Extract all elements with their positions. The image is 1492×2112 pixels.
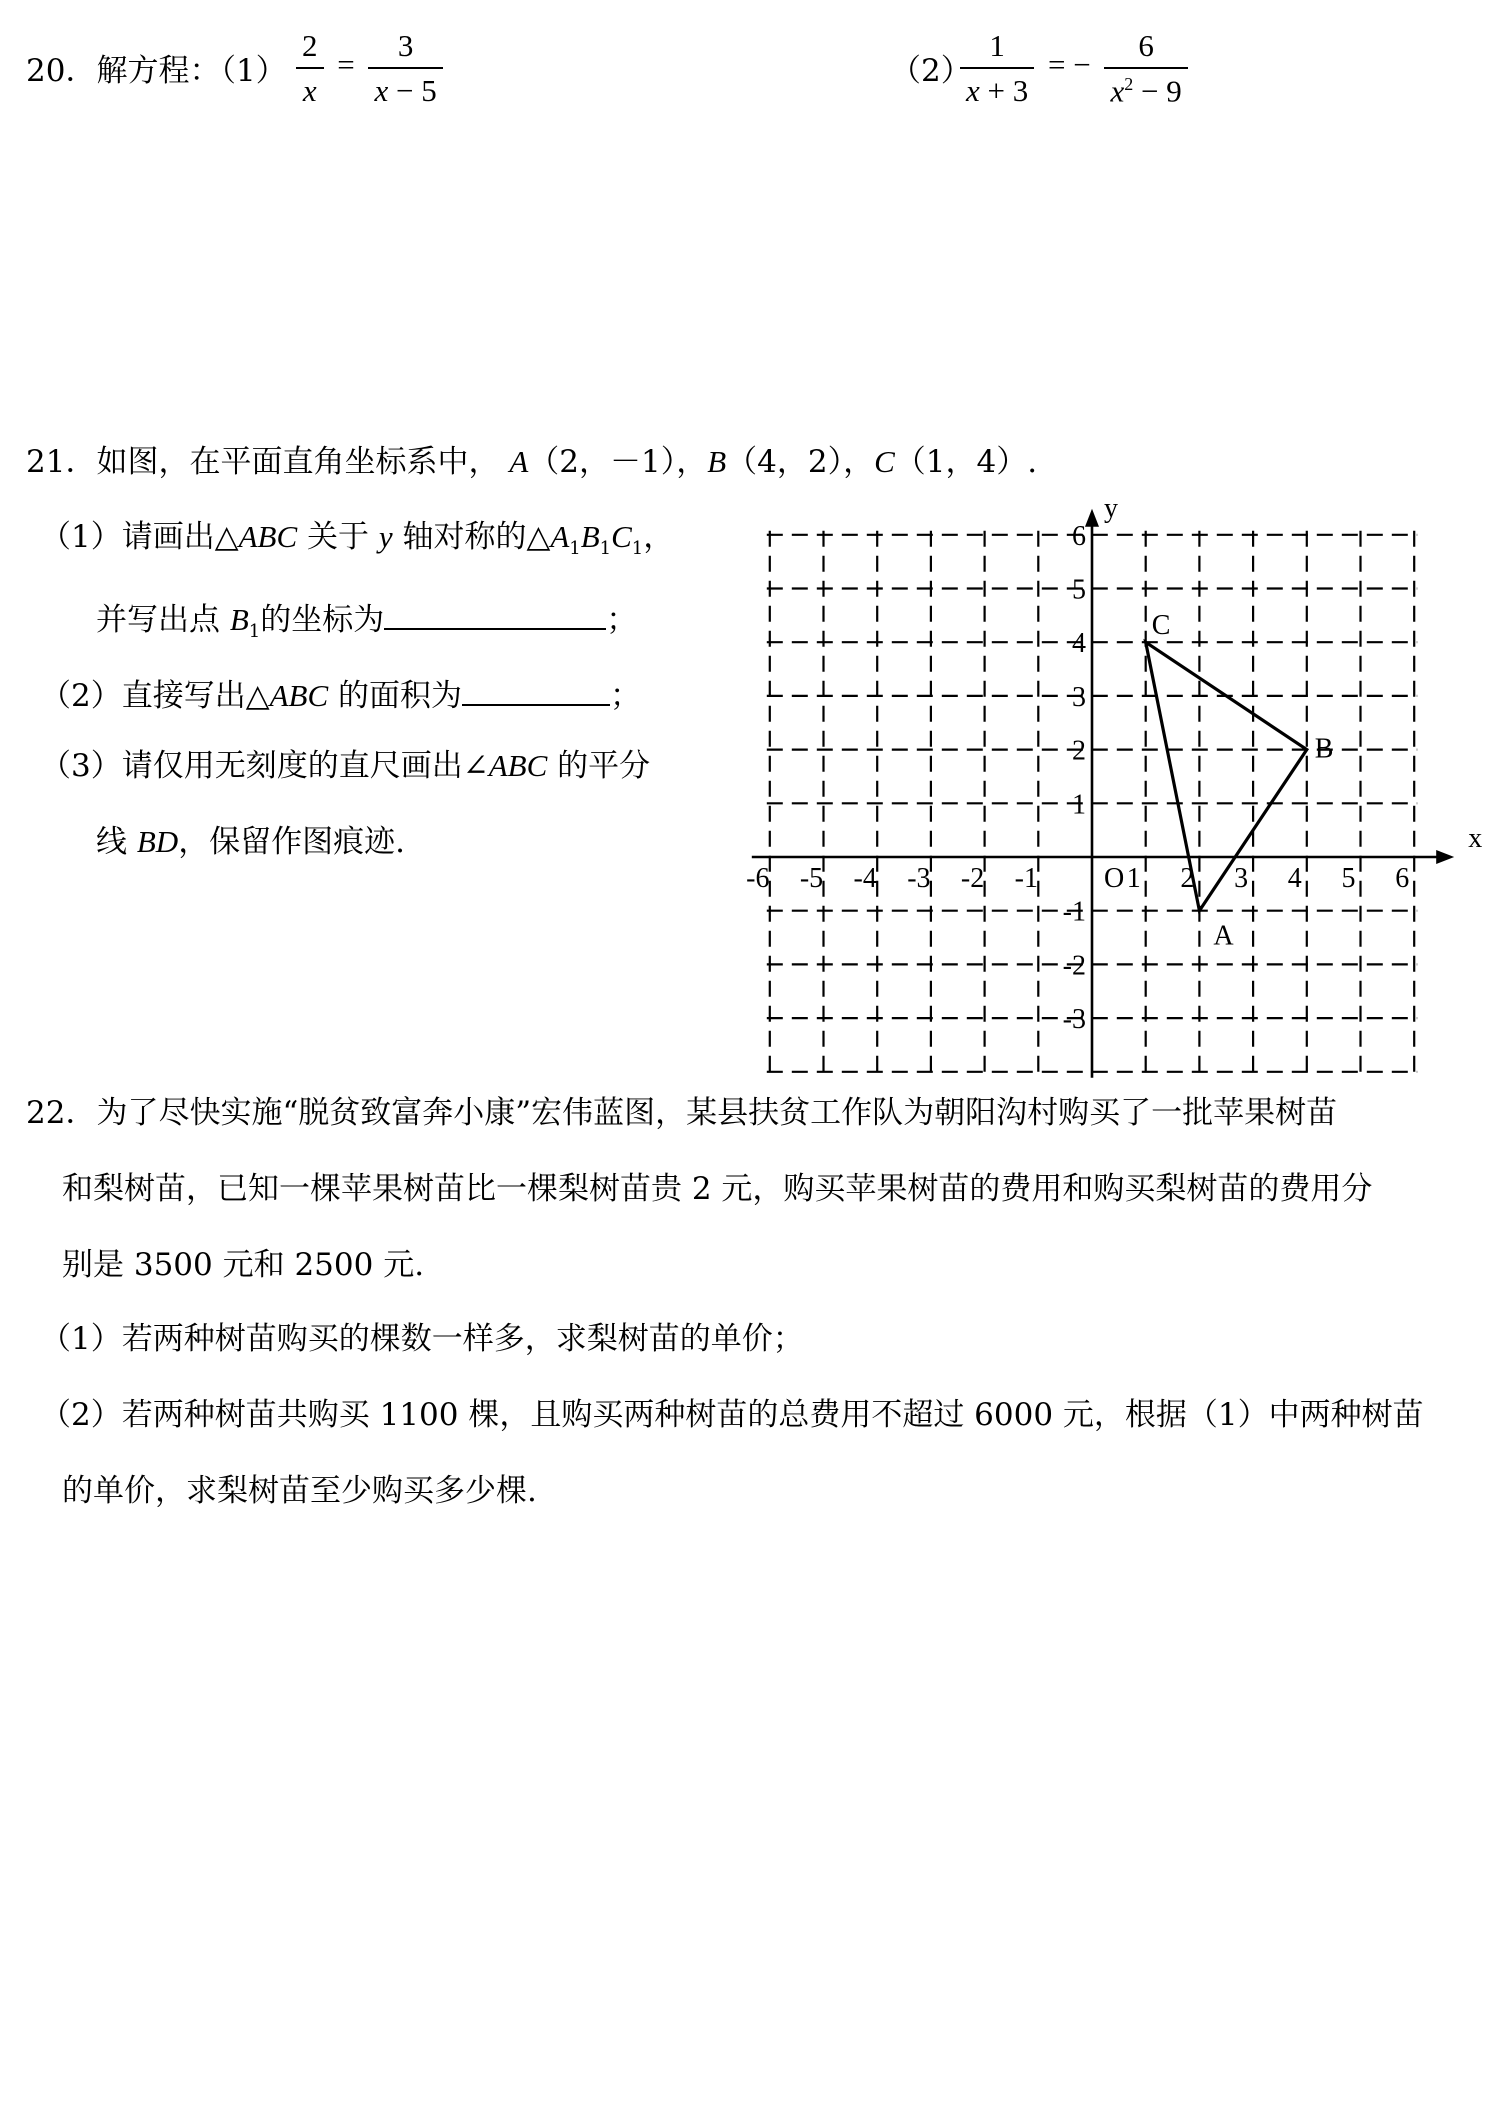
q21-part2: （2）直接写出△ABC 的面积为 ；: [40, 674, 641, 712]
answer-blank-area[interactable]: [462, 674, 610, 706]
x-tick-label: -6: [746, 863, 770, 894]
triangle-abc: [1146, 610, 1334, 952]
fraction-2-over-x: $\frac{2}{x}$: [296, 30, 324, 106]
y-tick-label: -1: [1062, 896, 1086, 928]
y-tick-label: 2: [1072, 735, 1086, 767]
y-axis-label: y: [1104, 492, 1118, 524]
y-tick-label: -2: [1062, 950, 1086, 982]
y-tick-label: 6: [1072, 520, 1086, 552]
x-tick-label: -5: [799, 863, 824, 894]
fraction-3-over-x-minus-5: $\frac{3}{x - 5}$: [368, 30, 442, 106]
q20-equation-1: $\frac{2}{x}$ = $\frac{3}{x - 5}$: [296, 30, 443, 106]
triangle-outline: [1146, 642, 1307, 911]
q22-stem-line1: 22．为了尽快实施“脱贫致富奔小康”宏伟蓝图，某县扶贫工作队为朝阳沟村购买了一批苹果树苗: [26, 1095, 1338, 1131]
q21-stem: 21．如图，在平面直角坐标系中， A（2，－1），B（4，2），C（1，4）.: [26, 444, 1038, 480]
x-tick-label: -2: [960, 863, 985, 894]
q20-part1-label: （1）: [220, 53, 287, 89]
x-tick-label: -1: [1014, 863, 1038, 894]
y-tick-label: 1: [1072, 789, 1086, 821]
x-tick-label: 1: [1126, 863, 1141, 894]
point-label-c: C: [1151, 610, 1171, 642]
x-tick-label: -4: [853, 863, 877, 894]
y-tick-label: 3: [1072, 681, 1086, 713]
q20-equation-2: $\frac{1}{x + 3}$ = − $\frac{6}{x^2 - 9}$: [960, 30, 1188, 106]
coordinate-plane: [740, 490, 1483, 1080]
x-axis-label: x: [1468, 823, 1483, 854]
q22-part2-line1: （2）若两种树苗共购买 1100 棵，且购买两种树苗的总费用不超过 6000 元，根据（1）中两种树苗: [40, 1397, 1424, 1433]
q22-stem-line2: 和梨树苗，已知一棵苹果树苗比一棵梨树苗贵 2 元，购买苹果树苗的费用和购买梨树苗的费用分: [62, 1171, 1373, 1207]
y-tick-label: 4: [1072, 628, 1086, 660]
tick-labels: [746, 521, 1409, 1035]
x-tick-label: 3: [1234, 863, 1249, 894]
x-tick-label: 2: [1180, 863, 1195, 894]
y-tick-label: -3: [1062, 1004, 1086, 1036]
x-tick-label: -3: [907, 863, 931, 894]
q21-part1-line1: （1）请画出△ABC 关于 y 轴对称的$\triangle A_1B_1C_1$，: [40, 519, 675, 560]
q20-stem: 解方程：: [96, 53, 221, 89]
q21-part1-line2: 并写出点 $B_1$的坐标为 ；: [96, 598, 637, 641]
q21-part3-line2: 线 BD，保留作图痕迹.: [96, 824, 406, 860]
q20-number: 20．解方程：（1）: [26, 53, 287, 89]
q22-part1: （1）若两种树苗购买的棵数一样多，求梨树苗的单价；: [40, 1321, 804, 1357]
q22-stem-line3: 别是 3500 元和 2500 元.: [62, 1247, 425, 1283]
q20-part2-label: （2）: [890, 53, 972, 89]
x-tick-label: 5: [1341, 863, 1356, 894]
point-label-a: A: [1213, 920, 1234, 952]
y-tick-label: 5: [1072, 574, 1086, 606]
x-axis-arrow: [1436, 850, 1454, 864]
fraction-1-over-x-plus-3: $\frac{1}{x + 3}$: [960, 30, 1034, 106]
y-axis-arrow: [1085, 509, 1099, 527]
axes: [752, 493, 1482, 1078]
q22-part2-line2: 的单价，求梨树苗至少购买多少棵.: [62, 1473, 537, 1509]
q21-part3-line1: （3）请仅用无刻度的直尺画出∠ABC 的平分: [40, 748, 651, 784]
point-label-b: B: [1314, 733, 1334, 765]
x-tick-label: 4: [1287, 863, 1302, 894]
origin-label: O: [1104, 863, 1125, 894]
x-tick-label: 6: [1395, 863, 1410, 894]
answer-blank-b1-coordinate[interactable]: [384, 598, 606, 630]
fraction-6-over-x2-minus-9: $\frac{6}{x^2 - 9}$: [1104, 30, 1187, 106]
